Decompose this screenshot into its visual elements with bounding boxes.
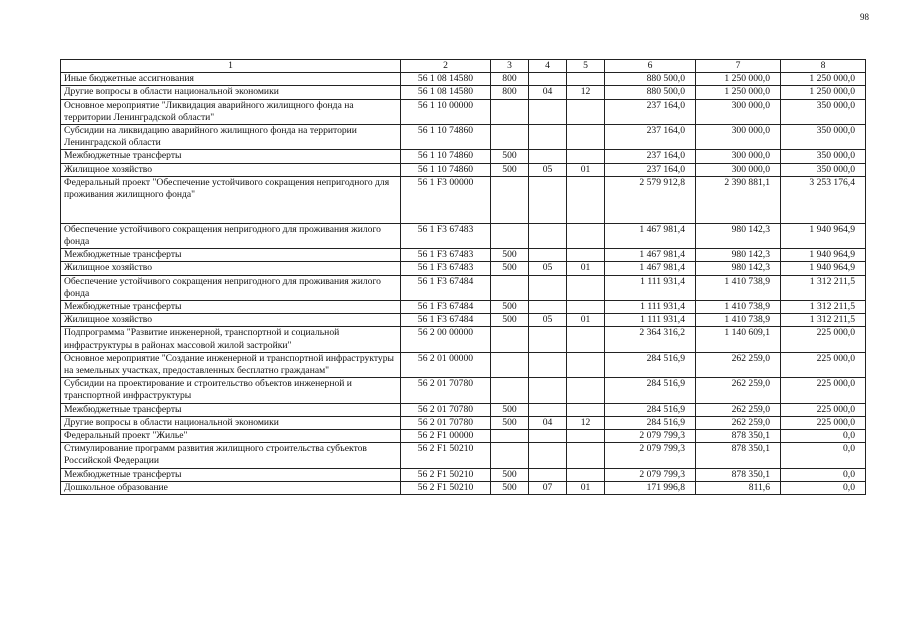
row-value-7: 878 350,1 xyxy=(696,468,781,481)
row-value-6: 284 516,9 xyxy=(605,352,696,377)
row-col4: 07 xyxy=(529,481,567,494)
row-name: Стимулирование программ развития жилищного строительства субъектов Российской Федерации xyxy=(61,443,401,468)
row-value-6: 2 079 799,3 xyxy=(605,430,696,443)
row-value-8: 1 312 211,5 xyxy=(781,301,866,314)
row-code: 56 2 01 70780 xyxy=(401,416,491,429)
table-row xyxy=(61,223,866,248)
row-code: 56 2 F1 00000 xyxy=(401,430,491,443)
table-row xyxy=(61,262,866,275)
row-code: 56 1 F3 67483 xyxy=(401,223,491,248)
row-col5 xyxy=(567,249,605,262)
row-name: Субсидии на ликвидацию аварийного жилищного фонда на территории Ленинградской области xyxy=(61,125,401,150)
row-code: 56 1 10 00000 xyxy=(401,99,491,124)
row-value-6: 237 164,0 xyxy=(605,163,696,176)
table-row xyxy=(61,327,866,352)
col-header: 7 xyxy=(696,60,781,73)
row-value-7: 980 142,3 xyxy=(696,262,781,275)
row-col3: 500 xyxy=(491,150,529,163)
row-value-8: 3 253 176,4 xyxy=(781,176,866,223)
row-col3: 500 xyxy=(491,314,529,327)
row-code: 56 2 F1 50210 xyxy=(401,468,491,481)
row-value-8: 0,0 xyxy=(781,481,866,494)
row-name: Другие вопросы в области национальной экономики xyxy=(61,416,401,429)
row-name: Межбюджетные трансферты xyxy=(61,468,401,481)
row-name: Дошкольное образование xyxy=(61,481,401,494)
table-row xyxy=(61,249,866,262)
table-row xyxy=(61,352,866,377)
table-row xyxy=(61,468,866,481)
row-col5 xyxy=(567,352,605,377)
row-col3: 500 xyxy=(491,262,529,275)
page-number: 98 xyxy=(860,12,869,22)
row-value-8: 1 940 964,9 xyxy=(781,262,866,275)
row-col4 xyxy=(529,301,567,314)
row-name: Основное мероприятие "Ликвидация аварийного жилищного фонда на территории Ленинградской области" xyxy=(61,99,401,124)
row-value-6: 2 079 799,3 xyxy=(605,468,696,481)
row-value-6: 1 467 981,4 xyxy=(605,262,696,275)
row-value-6: 1 467 981,4 xyxy=(605,249,696,262)
table-row xyxy=(61,403,866,416)
row-col4 xyxy=(529,249,567,262)
table-row xyxy=(61,99,866,124)
table-row xyxy=(61,73,866,86)
row-name: Жилищное хозяйство xyxy=(61,163,401,176)
row-col5 xyxy=(567,99,605,124)
row-value-8: 225 000,0 xyxy=(781,378,866,403)
col-header: 8 xyxy=(781,60,866,73)
row-code: 56 1 08 14580 xyxy=(401,86,491,99)
table-row xyxy=(61,416,866,429)
row-value-8: 350 000,0 xyxy=(781,99,866,124)
row-value-7: 1 410 738,9 xyxy=(696,301,781,314)
row-value-7: 262 259,0 xyxy=(696,416,781,429)
row-col3: 500 xyxy=(491,416,529,429)
row-col3 xyxy=(491,176,529,223)
row-col4 xyxy=(529,378,567,403)
row-value-7: 262 259,0 xyxy=(696,378,781,403)
row-code: 56 2 F1 50210 xyxy=(401,481,491,494)
table-row xyxy=(61,378,866,403)
row-col5 xyxy=(567,301,605,314)
row-name: Другие вопросы в области национальной экономики xyxy=(61,86,401,99)
row-value-6: 2 579 912,8 xyxy=(605,176,696,223)
row-col3 xyxy=(491,443,529,468)
row-col4 xyxy=(529,99,567,124)
budget-table xyxy=(60,59,866,495)
row-col5 xyxy=(567,223,605,248)
row-col5: 01 xyxy=(567,262,605,275)
row-col5 xyxy=(567,275,605,300)
row-col3 xyxy=(491,430,529,443)
row-value-7: 980 142,3 xyxy=(696,249,781,262)
row-name: Федеральный проект "Жилье" xyxy=(61,430,401,443)
row-value-6: 880 500,0 xyxy=(605,73,696,86)
row-value-8: 225 000,0 xyxy=(781,403,866,416)
row-col5 xyxy=(567,150,605,163)
row-value-8: 1 940 964,9 xyxy=(781,223,866,248)
row-col4 xyxy=(529,327,567,352)
row-col5 xyxy=(567,125,605,150)
row-name: Основное мероприятие "Создание инженерной и транспортной инфраструктуры на земельных участках, предоставленных бесплатно гражданам" xyxy=(61,352,401,377)
row-col5: 01 xyxy=(567,314,605,327)
row-value-7: 980 142,3 xyxy=(696,223,781,248)
row-code: 56 1 F3 67483 xyxy=(401,262,491,275)
col-header: 3 xyxy=(491,60,529,73)
table-row xyxy=(61,301,866,314)
row-col5 xyxy=(567,403,605,416)
row-code: 56 1 F3 67484 xyxy=(401,275,491,300)
row-col3 xyxy=(491,125,529,150)
row-value-6: 284 516,9 xyxy=(605,416,696,429)
table-row xyxy=(61,150,866,163)
row-name: Подпрограмма "Развитие инженерной, транспортной и социальной инфраструктуры в районах массовой жилой застройки" xyxy=(61,327,401,352)
row-value-7: 878 350,1 xyxy=(696,430,781,443)
row-value-6: 284 516,9 xyxy=(605,403,696,416)
row-value-6: 237 164,0 xyxy=(605,150,696,163)
row-col3 xyxy=(491,99,529,124)
row-code: 56 2 01 70780 xyxy=(401,378,491,403)
table-row xyxy=(61,430,866,443)
row-col3 xyxy=(491,327,529,352)
row-value-7: 300 000,0 xyxy=(696,150,781,163)
row-value-7: 2 390 881,1 xyxy=(696,176,781,223)
row-value-8: 225 000,0 xyxy=(781,416,866,429)
row-col4 xyxy=(529,176,567,223)
row-value-8: 225 000,0 xyxy=(781,327,866,352)
table-row xyxy=(61,275,866,300)
row-value-6: 880 500,0 xyxy=(605,86,696,99)
row-code: 56 1 10 74860 xyxy=(401,163,491,176)
row-col3: 500 xyxy=(491,249,529,262)
row-col5 xyxy=(567,176,605,223)
row-code: 56 1 F3 67483 xyxy=(401,249,491,262)
row-value-6: 237 164,0 xyxy=(605,125,696,150)
table-row xyxy=(61,443,866,468)
row-value-7: 1 410 738,9 xyxy=(696,314,781,327)
row-name: Межбюджетные трансферты xyxy=(61,301,401,314)
row-value-8: 1 940 964,9 xyxy=(781,249,866,262)
row-col3 xyxy=(491,223,529,248)
row-col3 xyxy=(491,352,529,377)
row-value-7: 878 350,1 xyxy=(696,443,781,468)
row-col3: 800 xyxy=(491,86,529,99)
row-code: 56 2 F1 50210 xyxy=(401,443,491,468)
col-header: 4 xyxy=(529,60,567,73)
row-col4: 05 xyxy=(529,262,567,275)
row-col4 xyxy=(529,125,567,150)
row-col4 xyxy=(529,352,567,377)
row-value-7: 262 259,0 xyxy=(696,352,781,377)
row-code: 56 1 F3 67484 xyxy=(401,301,491,314)
row-code: 56 1 F3 67484 xyxy=(401,314,491,327)
row-col3: 500 xyxy=(491,468,529,481)
row-value-8: 0,0 xyxy=(781,443,866,468)
row-col4 xyxy=(529,275,567,300)
col-header: 5 xyxy=(567,60,605,73)
row-code: 56 1 08 14580 xyxy=(401,73,491,86)
row-name: Обеспечение устойчивого сокращения непригодного для проживания жилого фонда xyxy=(61,223,401,248)
table-row xyxy=(61,481,866,494)
row-value-6: 1 111 931,4 xyxy=(605,314,696,327)
row-value-7: 1 140 609,1 xyxy=(696,327,781,352)
table-row xyxy=(61,176,866,223)
row-name: Межбюджетные трансферты xyxy=(61,249,401,262)
row-name: Федеральный проект "Обеспечение устойчивого сокращения непригодного для проживания жилищного фонда" xyxy=(61,176,401,223)
row-code: 56 2 01 70780 xyxy=(401,403,491,416)
row-name: Межбюджетные трансферты xyxy=(61,403,401,416)
col-header: 6 xyxy=(605,60,696,73)
row-col4 xyxy=(529,468,567,481)
row-value-7: 1 410 738,9 xyxy=(696,275,781,300)
row-value-6: 1 111 931,4 xyxy=(605,301,696,314)
row-value-8: 0,0 xyxy=(781,468,866,481)
row-value-7: 300 000,0 xyxy=(696,125,781,150)
row-value-8: 350 000,0 xyxy=(781,163,866,176)
row-col5: 01 xyxy=(567,163,605,176)
row-col4: 04 xyxy=(529,416,567,429)
row-value-8: 0,0 xyxy=(781,430,866,443)
row-col5 xyxy=(567,327,605,352)
row-value-6: 237 164,0 xyxy=(605,99,696,124)
row-value-6: 2 079 799,3 xyxy=(605,443,696,468)
row-value-6: 1 111 931,4 xyxy=(605,275,696,300)
row-value-8: 350 000,0 xyxy=(781,125,866,150)
row-col4 xyxy=(529,73,567,86)
row-col3 xyxy=(491,275,529,300)
row-code: 56 1 10 74860 xyxy=(401,125,491,150)
table-row xyxy=(61,314,866,327)
row-code: 56 2 01 00000 xyxy=(401,352,491,377)
row-name: Жилищное хозяйство xyxy=(61,314,401,327)
row-col5 xyxy=(567,468,605,481)
row-value-8: 1 250 000,0 xyxy=(781,73,866,86)
col-header: 1 xyxy=(61,60,401,73)
row-col4: 05 xyxy=(529,314,567,327)
row-name: Субсидии на проектирование и строительство объектов инженерной и транспортной инфраструктуры xyxy=(61,378,401,403)
row-value-8: 1 250 000,0 xyxy=(781,86,866,99)
row-name: Обеспечение устойчивого сокращения непригодного для проживания жилого фонда xyxy=(61,275,401,300)
row-col3: 500 xyxy=(491,163,529,176)
row-value-8: 1 312 211,5 xyxy=(781,314,866,327)
table-row xyxy=(61,86,866,99)
row-col3: 500 xyxy=(491,301,529,314)
row-col3 xyxy=(491,378,529,403)
row-col5: 12 xyxy=(567,86,605,99)
row-col4 xyxy=(529,150,567,163)
table-row xyxy=(61,125,866,150)
row-value-6: 171 996,8 xyxy=(605,481,696,494)
row-col5 xyxy=(567,430,605,443)
row-value-8: 1 312 211,5 xyxy=(781,275,866,300)
row-col5 xyxy=(567,443,605,468)
row-code: 56 2 00 00000 xyxy=(401,327,491,352)
row-value-6: 1 467 981,4 xyxy=(605,223,696,248)
header-row xyxy=(61,60,866,73)
row-value-7: 262 259,0 xyxy=(696,403,781,416)
row-value-7: 1 250 000,0 xyxy=(696,73,781,86)
row-col4 xyxy=(529,430,567,443)
row-col3: 500 xyxy=(491,403,529,416)
row-col4: 05 xyxy=(529,163,567,176)
row-name: Межбюджетные трансферты xyxy=(61,150,401,163)
table-row xyxy=(61,163,866,176)
row-code: 56 1 F3 00000 xyxy=(401,176,491,223)
row-col4 xyxy=(529,403,567,416)
row-col5 xyxy=(567,378,605,403)
row-value-7: 1 250 000,0 xyxy=(696,86,781,99)
row-value-6: 2 364 316,2 xyxy=(605,327,696,352)
row-value-7: 300 000,0 xyxy=(696,99,781,124)
col-header: 2 xyxy=(401,60,491,73)
row-col3: 500 xyxy=(491,481,529,494)
row-name: Иные бюджетные ассигнования xyxy=(61,73,401,86)
row-col4 xyxy=(529,443,567,468)
row-value-7: 300 000,0 xyxy=(696,163,781,176)
row-value-8: 225 000,0 xyxy=(781,352,866,377)
row-value-7: 811,6 xyxy=(696,481,781,494)
row-value-6: 284 516,9 xyxy=(605,378,696,403)
row-name: Жилищное хозяйство xyxy=(61,262,401,275)
row-col3: 800 xyxy=(491,73,529,86)
row-col4: 04 xyxy=(529,86,567,99)
row-col4 xyxy=(529,223,567,248)
row-col5 xyxy=(567,73,605,86)
row-value-8: 350 000,0 xyxy=(781,150,866,163)
row-code: 56 1 10 74860 xyxy=(401,150,491,163)
row-col5: 12 xyxy=(567,416,605,429)
row-col5: 01 xyxy=(567,481,605,494)
